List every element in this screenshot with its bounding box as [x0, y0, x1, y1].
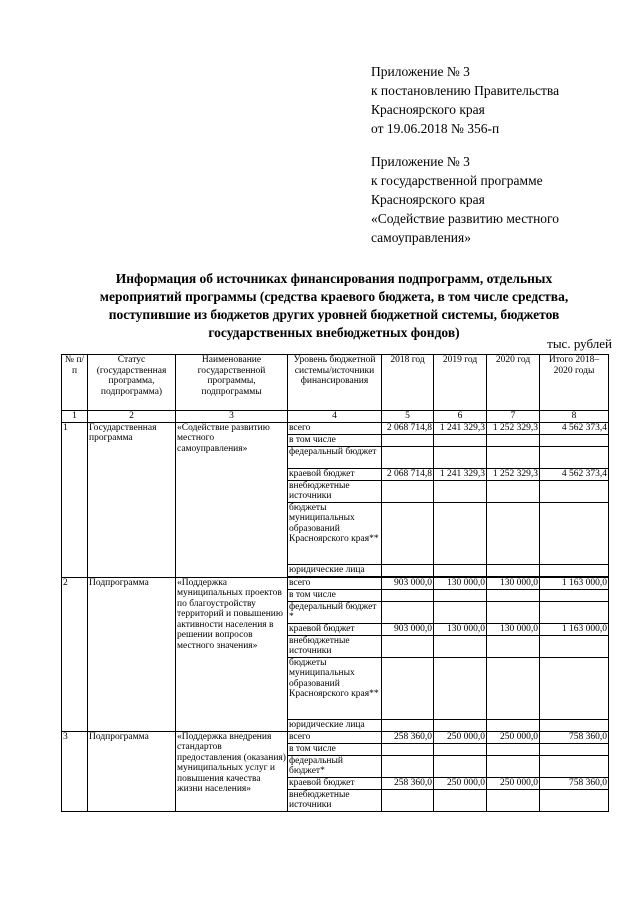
level-federal: федеральный бюджет* — [288, 755, 382, 777]
header-2018: 2018 год — [382, 355, 434, 411]
header-total: Итого 2018–2020 годы — [540, 355, 609, 411]
value-cell: 130 000,0 — [434, 577, 487, 589]
level-extrabudget: внебюджетные источники — [288, 789, 382, 811]
level-federal: федеральный бюджет * — [288, 601, 382, 623]
level-incl: в том числе — [288, 434, 382, 446]
value-cell: 1 163 000,0 — [540, 623, 609, 635]
value-cell: 1 252 329,3 — [487, 468, 540, 480]
level-legal: юридические лица — [288, 719, 382, 731]
header-level: Уровень бюджетной системы/источники финансирования — [288, 355, 382, 411]
value-cell: 758 360,0 — [540, 777, 609, 789]
table-row — [62, 577, 609, 589]
row-status: Подпрограмма — [88, 577, 176, 731]
level-municipal: бюджеты муниципальных образований Красноярского края** — [288, 657, 382, 719]
appendix-block-resolution — [371, 62, 559, 138]
row-name: «Поддержка муниципальных проектов по благоустройству территорий и повышению активности населения в решении вопросов местного значения» — [176, 577, 288, 731]
value-cell: 250 000,0 — [487, 731, 540, 743]
value-cell: 2 068 714,8 — [382, 468, 434, 480]
document-title — [60, 270, 608, 342]
value-cell: 130 000,0 — [487, 623, 540, 635]
row-name: «Поддержка внедрения стандартов предоставления (оказания) муниципальных услуг и повышения качества жизни населения» — [176, 731, 288, 811]
level-incl: в том числе — [288, 743, 382, 755]
appendix-line: «Содействие развитию местного — [371, 211, 560, 226]
appendix-line: Красноярского края — [371, 192, 485, 207]
header-2019: 2019 год — [434, 355, 487, 411]
level-extrabudget: внебюджетные источники — [288, 480, 382, 502]
title-line: государственных внебюджетных фондов) — [208, 325, 460, 340]
level-federal: федеральный бюджет — [288, 446, 382, 468]
value-cell: 903 000,0 — [382, 577, 434, 589]
header-status: Статус (государственная программа, подпрограмма) — [88, 355, 176, 411]
column-number: 3 — [176, 411, 288, 423]
level-total: всего — [288, 577, 382, 589]
column-number: 8 — [540, 411, 609, 423]
header-name: Наименование государственной программы, подпрограммы — [176, 355, 288, 411]
level-incl: в том числе — [288, 589, 382, 601]
title-line: мероприятий программы (средства краевого бюджета, в том числе средства, — [99, 289, 569, 304]
level-municipal: бюджеты муниципальных образований Красноярского края** — [288, 502, 382, 564]
financing-table — [61, 354, 609, 812]
value-cell: 258 360,0 — [382, 731, 434, 743]
value-cell: 130 000,0 — [434, 623, 487, 635]
column-number: 7 — [487, 411, 540, 423]
column-number: 2 — [88, 411, 176, 423]
level-total: всего — [288, 422, 382, 434]
header-num: № п/п — [62, 355, 88, 411]
units-label: тыс. рублей — [547, 336, 612, 351]
value-cell: 250 000,0 — [487, 777, 540, 789]
column-number: 1 — [62, 411, 88, 423]
value-cell: 4 562 373,4 — [540, 468, 609, 480]
appendix-line: Красноярского края — [371, 102, 485, 117]
value-cell: 903 000,0 — [382, 623, 434, 635]
level-extrabudget: внебюджетные источники — [288, 635, 382, 657]
row-number: 1 — [62, 422, 88, 577]
value-cell: 4 562 373,4 — [540, 422, 609, 434]
value-cell: 1 163 000,0 — [540, 577, 609, 589]
column-number: 6 — [434, 411, 487, 423]
appendix-line: к государственной программе — [371, 173, 543, 188]
value-cell: 250 000,0 — [434, 731, 487, 743]
appendix-line: Приложение № 3 — [371, 64, 470, 79]
level-legal: юридические лица — [288, 564, 382, 576]
appendix-line: к постановлению Правительства — [371, 83, 560, 98]
row-status: Подпрограмма — [88, 731, 176, 811]
appendix-line: от 19.06.2018 № 356-п — [371, 121, 500, 136]
row-name: «Содействие развитию местного самоуправления» — [176, 422, 288, 577]
level-regional: краевой бюджет — [288, 777, 382, 789]
value-cell: 2 068 714,8 — [382, 422, 434, 434]
column-number: 5 — [382, 411, 434, 423]
appendix-block-program — [371, 152, 559, 247]
row-status: Государственная программа — [88, 422, 176, 577]
value-cell: 250 000,0 — [434, 777, 487, 789]
level-regional: краевой бюджет — [288, 468, 382, 480]
table-row — [62, 731, 609, 743]
title-line: поступившие из бюджетов других уровней бюджетной системы, бюджетов — [108, 307, 560, 322]
appendix-line: самоуправления» — [371, 230, 471, 245]
table-row — [62, 422, 609, 434]
row-number: 2 — [62, 577, 88, 731]
level-total: всего — [288, 731, 382, 743]
value-cell: 258 360,0 — [382, 777, 434, 789]
column-number-row — [62, 411, 609, 423]
title-line: Информация об источниках финансирования подпрограмм, отдельных — [115, 271, 553, 286]
header-row — [62, 355, 609, 411]
header-2020: 2020 год — [487, 355, 540, 411]
column-number: 4 — [288, 411, 382, 423]
value-cell: 130 000,0 — [487, 577, 540, 589]
value-cell: 1 252 329,3 — [487, 422, 540, 434]
appendix-line: Приложение № 3 — [371, 154, 470, 169]
value-cell: 758 360,0 — [540, 731, 609, 743]
value-cell: 1 241 329,3 — [434, 422, 487, 434]
row-number: 3 — [62, 731, 88, 811]
value-cell: 1 241 329,3 — [434, 468, 487, 480]
level-regional: краевой бюджет — [288, 623, 382, 635]
